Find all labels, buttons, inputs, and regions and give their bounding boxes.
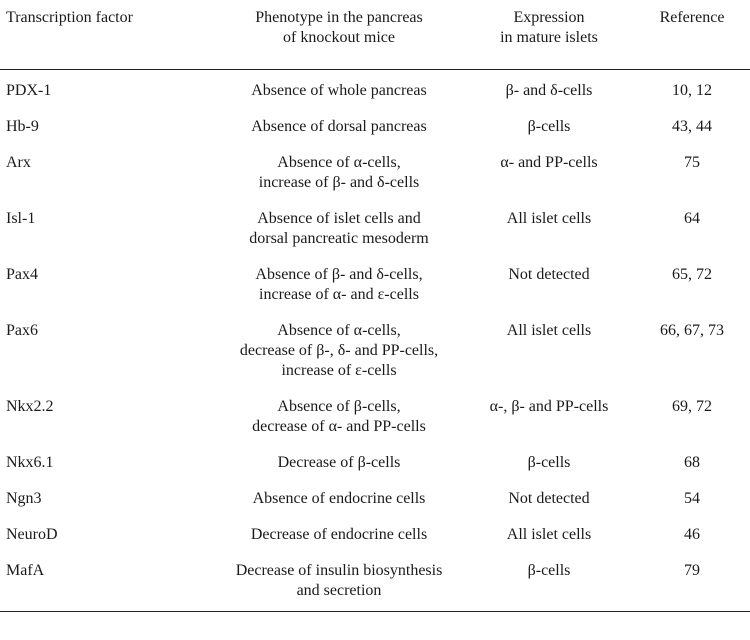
cell-expression: All islet cells [506, 526, 592, 543]
cell-reference: 43, 44 [672, 118, 712, 135]
cell-reference: 79 [630, 561, 750, 612]
table-row [0, 453, 750, 489]
phenotype-line: and secretion [296, 582, 382, 599]
phenotype-line: Absence of α-cells, [277, 154, 401, 171]
cell-expression: All islet cells [506, 322, 592, 339]
cell-transcription-factor: Isl-1 [6, 210, 36, 227]
cell-transcription-factor: Pax6 [6, 322, 38, 339]
cell-reference: 66, 67, 73 [660, 322, 724, 339]
table-header [0, 0, 750, 70]
phenotype-line: Decrease of endocrine cells [250, 526, 428, 543]
header-line: in mature islets [500, 29, 598, 46]
cell-phenotype [190, 321, 468, 397]
cell-transcription-factor: MafA [0, 561, 190, 612]
header-line: Reference [659, 9, 725, 26]
table-row [0, 525, 750, 561]
cell-reference: 69, 72 [672, 398, 712, 415]
table-row [0, 209, 750, 265]
cell-phenotype [190, 397, 468, 453]
cell-expression: All islet cells [506, 210, 592, 227]
cell-transcription-factor: Ngn3 [6, 490, 42, 507]
cell-reference: 68 [684, 454, 700, 471]
phenotype-line: increase of α- and ε-cells [259, 286, 419, 303]
cell-reference: 54 [684, 490, 700, 507]
cell-reference: 46 [684, 526, 700, 543]
phenotype-line: Absence of β- and δ-cells, [255, 266, 423, 283]
phenotype-line: decrease of α- and PP-cells [252, 418, 426, 435]
table-row [0, 489, 750, 525]
cell-phenotype [190, 209, 468, 265]
phenotype-line: Absence of dorsal pancreas [251, 118, 427, 135]
phenotype-line: increase of β- and δ-cells [258, 174, 420, 191]
cell-phenotype [190, 453, 468, 489]
phenotype-line: increase of ε-cells [281, 362, 397, 379]
cell-reference: 64 [684, 210, 700, 227]
cell-transcription-factor: Nkx6.1 [6, 454, 54, 471]
header-row [0, 0, 750, 70]
table-row [0, 265, 750, 321]
table-row [0, 561, 750, 612]
cell-phenotype [190, 70, 468, 118]
phenotype-line: Absence of α-cells, [277, 322, 401, 339]
cell-transcription-factor: PDX-1 [6, 82, 52, 99]
header-line: Transcription factor [6, 9, 133, 26]
cell-transcription-factor: NeuroD [6, 526, 58, 543]
cell-reference: 65, 72 [672, 266, 712, 283]
table-row [0, 321, 750, 397]
cell-expression: β-cells [468, 561, 630, 612]
phenotype-line: Absence of islet cells and [257, 210, 421, 227]
cell-phenotype [190, 117, 468, 153]
header-line: Expression [513, 9, 585, 26]
phenotype-line: Absence of endocrine cells [252, 490, 426, 507]
cell-phenotype [190, 265, 468, 321]
phenotype-line: dorsal pancreatic mesoderm [249, 230, 429, 247]
header-phenotype [190, 0, 468, 70]
cell-expression: β-cells [527, 118, 571, 135]
cell-transcription-factor: Nkx2.2 [6, 398, 54, 415]
cell-expression: α-, β- and PP-cells [489, 398, 609, 415]
table-body [0, 70, 750, 612]
cell-phenotype [190, 561, 468, 612]
header-expression [468, 0, 630, 70]
cell-transcription-factor: Hb-9 [6, 118, 39, 135]
cell-phenotype [190, 153, 468, 209]
header-line: of knockout mice [283, 29, 395, 46]
phenotype-line: Absence of β-cells, [277, 398, 401, 415]
cell-transcription-factor: Pax4 [6, 266, 38, 283]
header-reference [630, 0, 750, 70]
header-line: Phenotype in the pancreas [255, 9, 423, 26]
phenotype-line: Decrease of β-cells [277, 454, 401, 471]
cell-phenotype [190, 525, 468, 561]
cell-expression: α- and PP-cells [500, 154, 598, 171]
cell-expression: β- and δ-cells [505, 82, 593, 99]
header-transcription-factor [0, 0, 190, 70]
table-row [0, 70, 750, 118]
cell-reference: 75 [684, 154, 700, 171]
cell-expression: Not detected [508, 266, 590, 283]
table-row [0, 153, 750, 209]
phenotype-line: Decrease of insulin biosynthesis [235, 562, 443, 579]
cell-transcription-factor: Arx [6, 154, 31, 171]
cell-phenotype [190, 489, 468, 525]
cell-expression: Not detected [508, 490, 590, 507]
phenotype-line: Absence of whole pancreas [251, 82, 427, 99]
table-row [0, 397, 750, 453]
cell-expression: β-cells [527, 454, 571, 471]
table-row [0, 117, 750, 153]
cell-reference: 10, 12 [672, 82, 712, 99]
phenotype-line: decrease of β-, δ- and PP-cells, [239, 342, 439, 359]
